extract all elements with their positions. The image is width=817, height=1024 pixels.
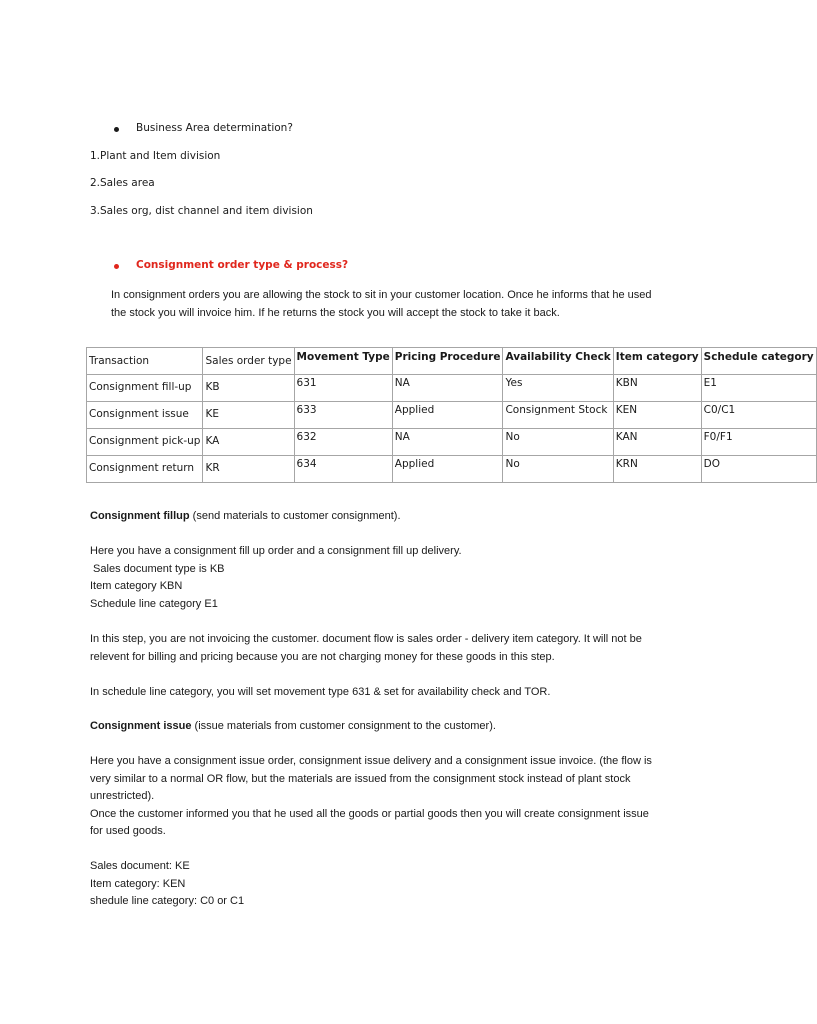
header-cell: Sales order type	[203, 348, 294, 375]
issue-title: Consignment issue	[90, 720, 192, 732]
question-business-area: Business Area determination?	[136, 122, 293, 134]
table-cell: Consignment issue	[87, 402, 203, 429]
text-line: In schedule line category, you will set movement type 631 & set for availability check and TOR.	[90, 686, 551, 698]
bullet-icon	[114, 127, 119, 132]
answer-item: 2.Sales area	[90, 177, 155, 189]
header-cell: Pricing Procedure	[392, 348, 503, 375]
table-header-row	[87, 348, 817, 375]
table-cell: No	[503, 429, 613, 456]
table-row	[87, 375, 817, 402]
issue-paragraph	[90, 858, 690, 911]
issue-paragraph	[90, 753, 690, 841]
table-cell: Applied	[392, 456, 503, 483]
table-cell: NA	[392, 429, 503, 456]
text-line: shedule line category: C0 or C1	[90, 895, 245, 907]
text-line: very similar to a normal OR flow, but the materials are issued from the consignment stock instead of plant stock	[90, 772, 631, 785]
text-line: relevent for billing and pricing because you are not charging money for these goods in this step.	[90, 650, 555, 663]
fillup-title: Consignment fillup	[90, 510, 190, 522]
table-cell: 632	[294, 429, 392, 456]
text-line: Here you have a consignment fill up order and a consignment fill up delivery.	[90, 545, 462, 557]
table-cell: Consignment return	[87, 456, 203, 483]
table-cell: KE	[203, 402, 294, 429]
table-cell: Consignment fill-up	[87, 375, 203, 402]
table-cell: E1	[701, 375, 816, 402]
table-cell: KB	[203, 375, 294, 402]
table-cell: KEN	[613, 402, 701, 429]
table-cell: C0/C1	[701, 402, 816, 429]
header-cell: Schedule category	[701, 348, 816, 375]
table-cell: Yes	[503, 375, 613, 402]
table-cell: Consignment Stock	[503, 402, 613, 429]
issue-heading	[90, 718, 690, 736]
table-cell: No	[503, 456, 613, 483]
text-line: Sales document: KE	[90, 860, 190, 872]
table-row	[87, 429, 817, 456]
header-cell: Movement Type	[294, 348, 392, 375]
table-row	[87, 456, 817, 483]
text-line: Here you have a consignment issue order, consignment issue delivery and a consignment issue invoice. (the flow is	[90, 755, 652, 767]
table-cell: 634	[294, 456, 392, 483]
table-cell: F0/F1	[701, 429, 816, 456]
fillup-paragraph	[90, 631, 690, 666]
text-line: for used goods.	[90, 825, 166, 837]
table-row	[87, 402, 817, 429]
table-cell: DO	[701, 456, 816, 483]
fillup-heading	[90, 508, 690, 526]
header-cell: Availability Check	[503, 348, 613, 375]
text-line: In this step, you are not invoicing the customer. document flow is sales order - delivery item category. It will not be	[90, 633, 642, 645]
table-cell: 631	[294, 375, 392, 402]
intro-paragraph	[111, 286, 691, 322]
fillup-paragraph	[90, 543, 690, 613]
intro-line: the stock you will invoice him. If he returns the stock you will accept the stock to take it back.	[111, 307, 560, 319]
table-cell: 633	[294, 402, 392, 429]
table-cell: KR	[203, 456, 294, 483]
issue-title-rest: (issue materials from customer consignment to the customer).	[191, 720, 496, 732]
text-line: Item category: KEN	[90, 877, 186, 890]
text-line: Once the customer informed you that he used all the goods or partial goods then you will create consignment issue	[90, 807, 649, 820]
answer-item: 3.Sales org, dist channel and item division	[90, 205, 313, 217]
intro-line: In consignment orders you are allowing the stock to sit in your customer location. Once he informs that he used	[111, 289, 652, 301]
table-cell: Consignment pick-up	[87, 429, 203, 456]
table-cell: KRN	[613, 456, 701, 483]
table-cell: KBN	[613, 375, 701, 402]
fillup-title-rest: (send materials to customer consignment).	[189, 510, 401, 522]
fillup-paragraph	[90, 684, 690, 702]
table-cell: Applied	[392, 402, 503, 429]
header-cell: Item category	[613, 348, 701, 375]
table-cell: KA	[203, 429, 294, 456]
text-line: Item category KBN	[90, 580, 183, 592]
answer-item: 1.Plant and Item division	[90, 150, 221, 162]
text-line: Schedule line category E1	[90, 597, 218, 610]
consignment-table	[86, 347, 817, 483]
table-cell: NA	[392, 375, 503, 402]
text-line: Sales document type is KB	[90, 562, 225, 575]
bullet-icon	[114, 264, 119, 269]
text-line: unrestricted).	[90, 790, 155, 802]
header-cell: Transaction	[87, 348, 203, 375]
table-cell: KAN	[613, 429, 701, 456]
question-consignment: Consignment order type & process?	[136, 259, 349, 271]
